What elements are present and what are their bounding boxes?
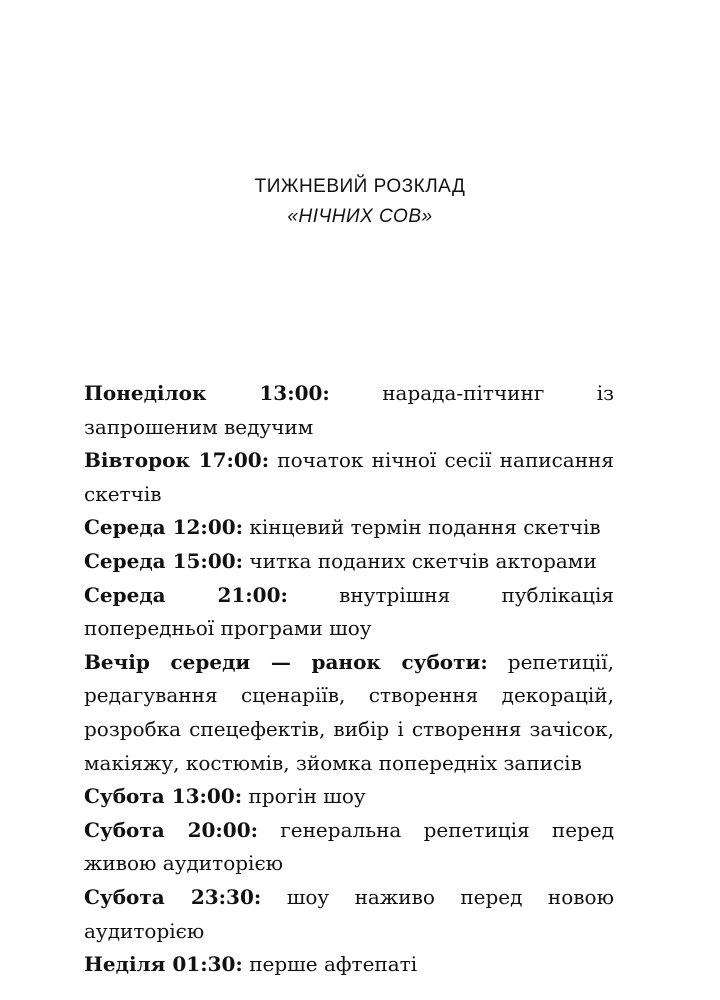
page-heading [0,172,720,232]
schedule-entry-label: Субота 13:00: [84,784,243,809]
schedule-entry-text: прогін шоу [248,784,366,809]
schedule-entry-label: Вечір середи — ранок суботи: [84,649,488,674]
schedule-entry-text: кінцевий термін подання скетчів [249,515,601,540]
schedule-entry [84,545,614,579]
schedule-entry-label: Понеділок 13:00: [84,381,330,405]
schedule-entry [84,646,614,780]
schedule-entry-text: репетиції, редагування сценаріїв, створення декорацій, розробка спецефектів, вибір і створення зачісок, макіяжу, костюмів, зйомка попередніх записів [84,649,614,775]
schedule-entry-label: Неділя 01:30: [84,952,243,977]
schedule-entry [84,948,614,982]
schedule-entry [84,377,614,444]
schedule-entry-label: Середа 15:00: [84,548,244,573]
schedule-entry-label: Субота 23:30: [84,884,262,909]
schedule-entry-label: Субота 20:00: [84,817,259,842]
schedule-entry-text: читка поданих скетчів акторами [249,548,597,573]
schedule-entry-label: Вівторок 17:00: [84,448,270,473]
schedule-list [84,377,614,982]
schedule-entry-text: шоу наживо перед новою аудиторією [84,884,614,943]
schedule-entry-text: нарада-пітчинг із запрошеним ведучим [84,381,614,439]
schedule-entry [84,579,614,646]
schedule-entry-text: генеральна репетиція перед живою аудиторією [84,817,615,876]
schedule-entry [84,881,614,948]
schedule-entry [84,814,614,881]
schedule-entry-label: Середа 12:00: [84,515,244,540]
schedule-entry [84,511,614,545]
page-title: ТИЖНЕВИЙ РОЗКЛАД [254,176,466,197]
schedule-entry [84,780,614,814]
schedule-entry-text: початок нічної сесії написання скетчів [84,448,615,506]
schedule-entry [84,444,614,511]
page-subtitle: «НІЧНИХ СОВ» [287,206,433,227]
schedule-entry-text: внутрішня публікація попередньої програми шоу [84,582,614,641]
schedule-entry-text: перше афтепаті [249,952,418,977]
schedule-entry-label: Середа 21:00: [84,582,288,607]
